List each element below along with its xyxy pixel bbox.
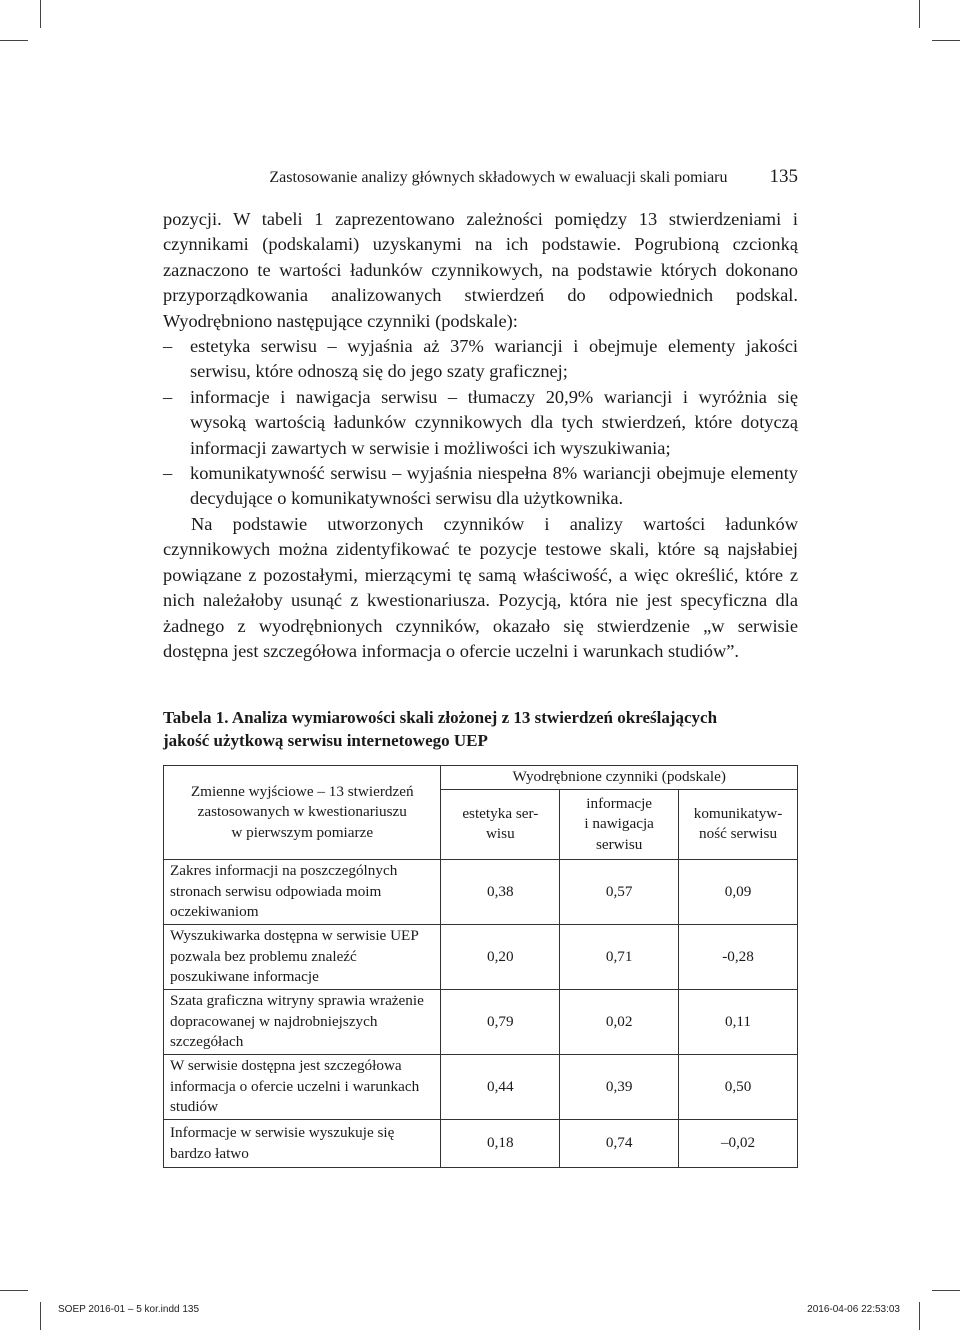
list-dash: – [163, 463, 173, 484]
loading-cell: 0,79 [441, 990, 560, 1055]
loading-cell: 0,18 [441, 1120, 560, 1168]
page-number: 135 [769, 166, 798, 187]
header-line: serwisu [595, 835, 643, 853]
table-caption-line: Tabela 1. Analiza wymiarowości skali złożonej z 13 stwierdzeń określających [163, 708, 718, 727]
variable-cell: Informacje w serwisie wyszukuje się bardzo łatwo [164, 1120, 441, 1168]
running-head-title: Zastosowanie analizy głównych składowych w ewaluacji skali pomiaru [269, 169, 728, 186]
table-row [164, 1120, 798, 1168]
list-item-text: estetyka serwisu – wyjaśnia aż 37% wariancji i obejmuje elementy jakości serwisu, które odnoszą się do jego szaty graficznej; [190, 336, 798, 382]
table-caption [163, 706, 798, 752]
factor-loadings-table [163, 765, 798, 1168]
list-item [163, 461, 798, 512]
table-row [164, 990, 798, 1055]
header-line: ność serwisu [699, 825, 778, 843]
table-row [164, 925, 798, 990]
loading-cell: 0,11 [679, 990, 798, 1055]
crop-mark [40, 1302, 41, 1330]
loading-cell: 0,09 [679, 860, 798, 925]
list-dash: – [163, 336, 173, 357]
loading-cell: -0,28 [679, 925, 798, 990]
list-item-text: komunikatywność serwisu – wyjaśnia niespełna 8% wariancji obejmuje elementy decydujące o komunikatywności serwisu dla użytkownika. [190, 463, 798, 509]
factors-group-header: Wyodrębnione czynniki (podskale) [441, 766, 798, 790]
table-row [164, 1055, 798, 1120]
crop-mark [932, 40, 960, 41]
crop-mark [919, 1302, 920, 1330]
list-item [163, 385, 798, 461]
loading-cell: 0,44 [441, 1055, 560, 1120]
running-head [163, 166, 798, 188]
list-item [163, 334, 798, 385]
crop-mark [40, 0, 41, 28]
loading-cell: 0,39 [560, 1055, 679, 1120]
variable-cell: Zakres informacji na poszczególnych stronach serwisu odpowiada moim oczekiwaniom [164, 860, 441, 925]
loading-cell: 0,38 [441, 860, 560, 925]
header-line: Zmienne wyjściowe – 13 stwierdzeń [190, 782, 414, 800]
header-line: i nawigacja [584, 815, 654, 832]
loading-cell: 0,74 [560, 1120, 679, 1168]
header-line: komunikatyw- [693, 804, 783, 822]
variable-cell: Wyszukiwarka dostępna w serwisie UEP pozwala bez problemu znaleźć poszukiwane informacje [164, 925, 441, 990]
loading-cell: 0,71 [560, 925, 679, 990]
loading-cell: 0,50 [679, 1055, 798, 1120]
loading-cell: 0,02 [560, 990, 679, 1055]
crop-mark [919, 0, 920, 28]
table-row [164, 860, 798, 925]
header-line: estetyka ser- [462, 804, 539, 822]
body-text [163, 207, 798, 664]
header-line: wisu [485, 825, 515, 843]
variable-cell: W serwisie dostępna jest szczegółowa informacja o ofercie uczelni i warunkach studiów [164, 1055, 441, 1120]
list-dash: – [163, 386, 173, 407]
variable-cell: Szata graficzna witryny sprawia wrażenie dopracowanej w najdrobniejszych szczegółach [164, 990, 441, 1055]
header-line: w pierwszym pomiarze [231, 823, 374, 841]
paragraph: pozycji. W tabeli 1 zaprezentowano zależności pomiędzy 13 stwierdzeniami i czynnikami (podskalami) uzyskanymi na ich podstawie. Pogrubioną czcionką zaznaczono te wartości ładunków czynnikowych, na podstawie których dokonano przyporządkowania analizowanych stwierdzeń do odpowiednich podskal. Wyodrębniono następujące czynniki (podskale): [163, 209, 798, 331]
slug-file: SOEP 2016-01 – 5 kor.indd 135 [58, 1304, 200, 1315]
factor-header [441, 789, 560, 860]
loading-cell: 0,57 [560, 860, 679, 925]
factor-header [679, 789, 798, 860]
list-item-text: informacje i nawigacja serwisu – tłumaczy 20,9% wariancji i wyróżnia się wysoką wartością ładunków czynnikowych dla tych stwierdzeń, które dotyczą informacji zawartych w serwisie i możliwości ich wyszukiwania; [190, 386, 798, 458]
header-line: zastosowanych w kwestionariuszu [197, 803, 407, 821]
paragraph: Na podstawie utworzonych czynników i analizy wartości ładunków czynnikowych można zidentyfikować te pozycje testowe skali, które są najsłabiej powiązane z pozostałymi, mierzącymi tę samą właściwość, a więc określić, które z nich należałoby usunąć z kwestionariusza. Pozycją, która nie jest specyficzna dla żadnego z wyodrębnionych czynników, okazało się stwierdzenie „w serwisie dostępna jest szczegółowa informacja o ofercie uczelni i warunkach studiów”. [163, 513, 798, 661]
slug-timestamp: 2016-04-06 22:53:03 [807, 1304, 900, 1315]
loading-cell: 0,20 [441, 925, 560, 990]
factor-header [560, 789, 679, 860]
table-caption-line: jakość użytkową serwisu internetowego UEP [163, 731, 488, 750]
loading-cell: –0,02 [679, 1120, 798, 1168]
crop-mark [932, 1290, 960, 1291]
variables-header [164, 766, 441, 860]
crop-mark [0, 40, 28, 41]
crop-mark [0, 1290, 28, 1291]
header-line: informacje [586, 794, 653, 812]
